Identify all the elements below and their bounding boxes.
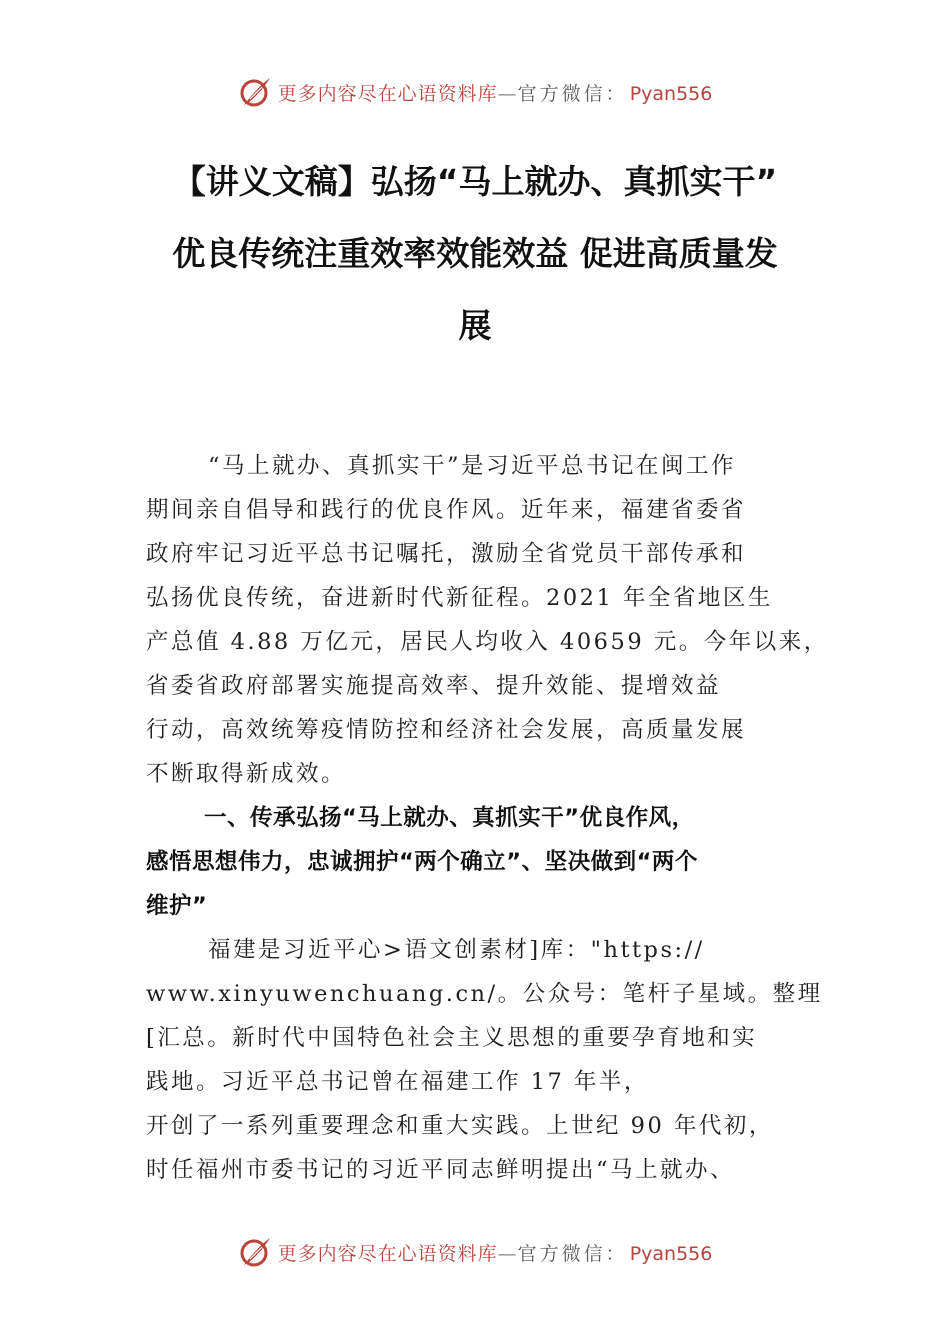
banner-site-name: 更多内容尽在心语资料库 <box>277 1242 498 1265</box>
text-line: 政府牢记习近平总书记嘱托，激励全省党员干部传承和 <box>146 541 747 567</box>
quill-logo-icon <box>238 1235 272 1269</box>
document-title <box>130 146 820 362</box>
text-line: 省委省政府部署实施提高效率、提升效能、提增效益 <box>146 673 722 699</box>
text-line: 弘扬优良传统，奋进新时代新征程。2021 年全省地区生 <box>146 585 773 611</box>
text-line: 期间亲自倡导和践行的优良作风。近年来，福建省委省 <box>146 497 747 523</box>
banner-wechat-id: Pyan556 <box>629 1242 713 1265</box>
quill-logo-icon <box>238 75 272 109</box>
banner-site-name: 更多内容尽在心语资料库 <box>277 82 498 105</box>
title-line: 优良传统注重效率效能效益 促进高质量发 <box>172 234 778 273</box>
text-line: www.xinyuwenchuang.cn/。公众号：笔杆子星域。整理 <box>146 981 823 1007</box>
banner-text <box>278 79 713 106</box>
text-line: 产总值 4.88 万亿元，居民人均收入 40659 元。今年以来， <box>146 629 829 655</box>
heading-line: 感悟思想伟力，忠诚拥护“两个确立”、坚决做到“两个 <box>146 849 698 875</box>
text-line: 时任福州市委书记的习近平同志鲜明提出“马上就办、 <box>146 1157 736 1183</box>
paragraph-intro <box>146 444 829 796</box>
heading-line: 一、传承弘扬“马上就办、真抓实干”优良作风， <box>204 805 695 831</box>
text-line: 不断取得新成效。 <box>146 761 347 787</box>
title-line: 展 <box>458 306 492 345</box>
text-line: [汇总。新时代中国特色社会主义思想的重要孕育地和实 <box>146 1025 758 1051</box>
section-heading-1 <box>146 796 826 928</box>
banner-separator: — <box>497 1242 518 1265</box>
text-line: 践地。习近平总书记曾在福建工作 17 年半， <box>146 1069 649 1095</box>
banner-wechat-label: 官方微信： <box>517 1242 628 1265</box>
text-line: 开创了一系列重要理念和重大实践。上世纪 90 年代初， <box>146 1113 774 1139</box>
text-line: “马上就办、真抓实干”是习近平总书记在闽工作 <box>208 453 737 479</box>
banner-separator: — <box>497 82 518 105</box>
document-body <box>146 444 829 1192</box>
footer-banner <box>0 1232 950 1272</box>
text-line: 福建是习近平心>语文创素材]库："https:// <box>208 937 705 963</box>
banner-wechat-id: Pyan556 <box>629 82 713 105</box>
paragraph-fujian <box>146 928 826 1192</box>
banner-text <box>278 1239 713 1266</box>
heading-line: 维护” <box>146 893 208 919</box>
banner-wechat-label: 官方微信： <box>517 82 628 105</box>
title-line: 【讲义文稿】弘扬“马上就办、真抓实干” <box>172 162 778 201</box>
header-banner <box>0 72 950 112</box>
text-line: 行动，高效统筹疫情防控和经济社会发展，高质量发展 <box>146 717 747 743</box>
